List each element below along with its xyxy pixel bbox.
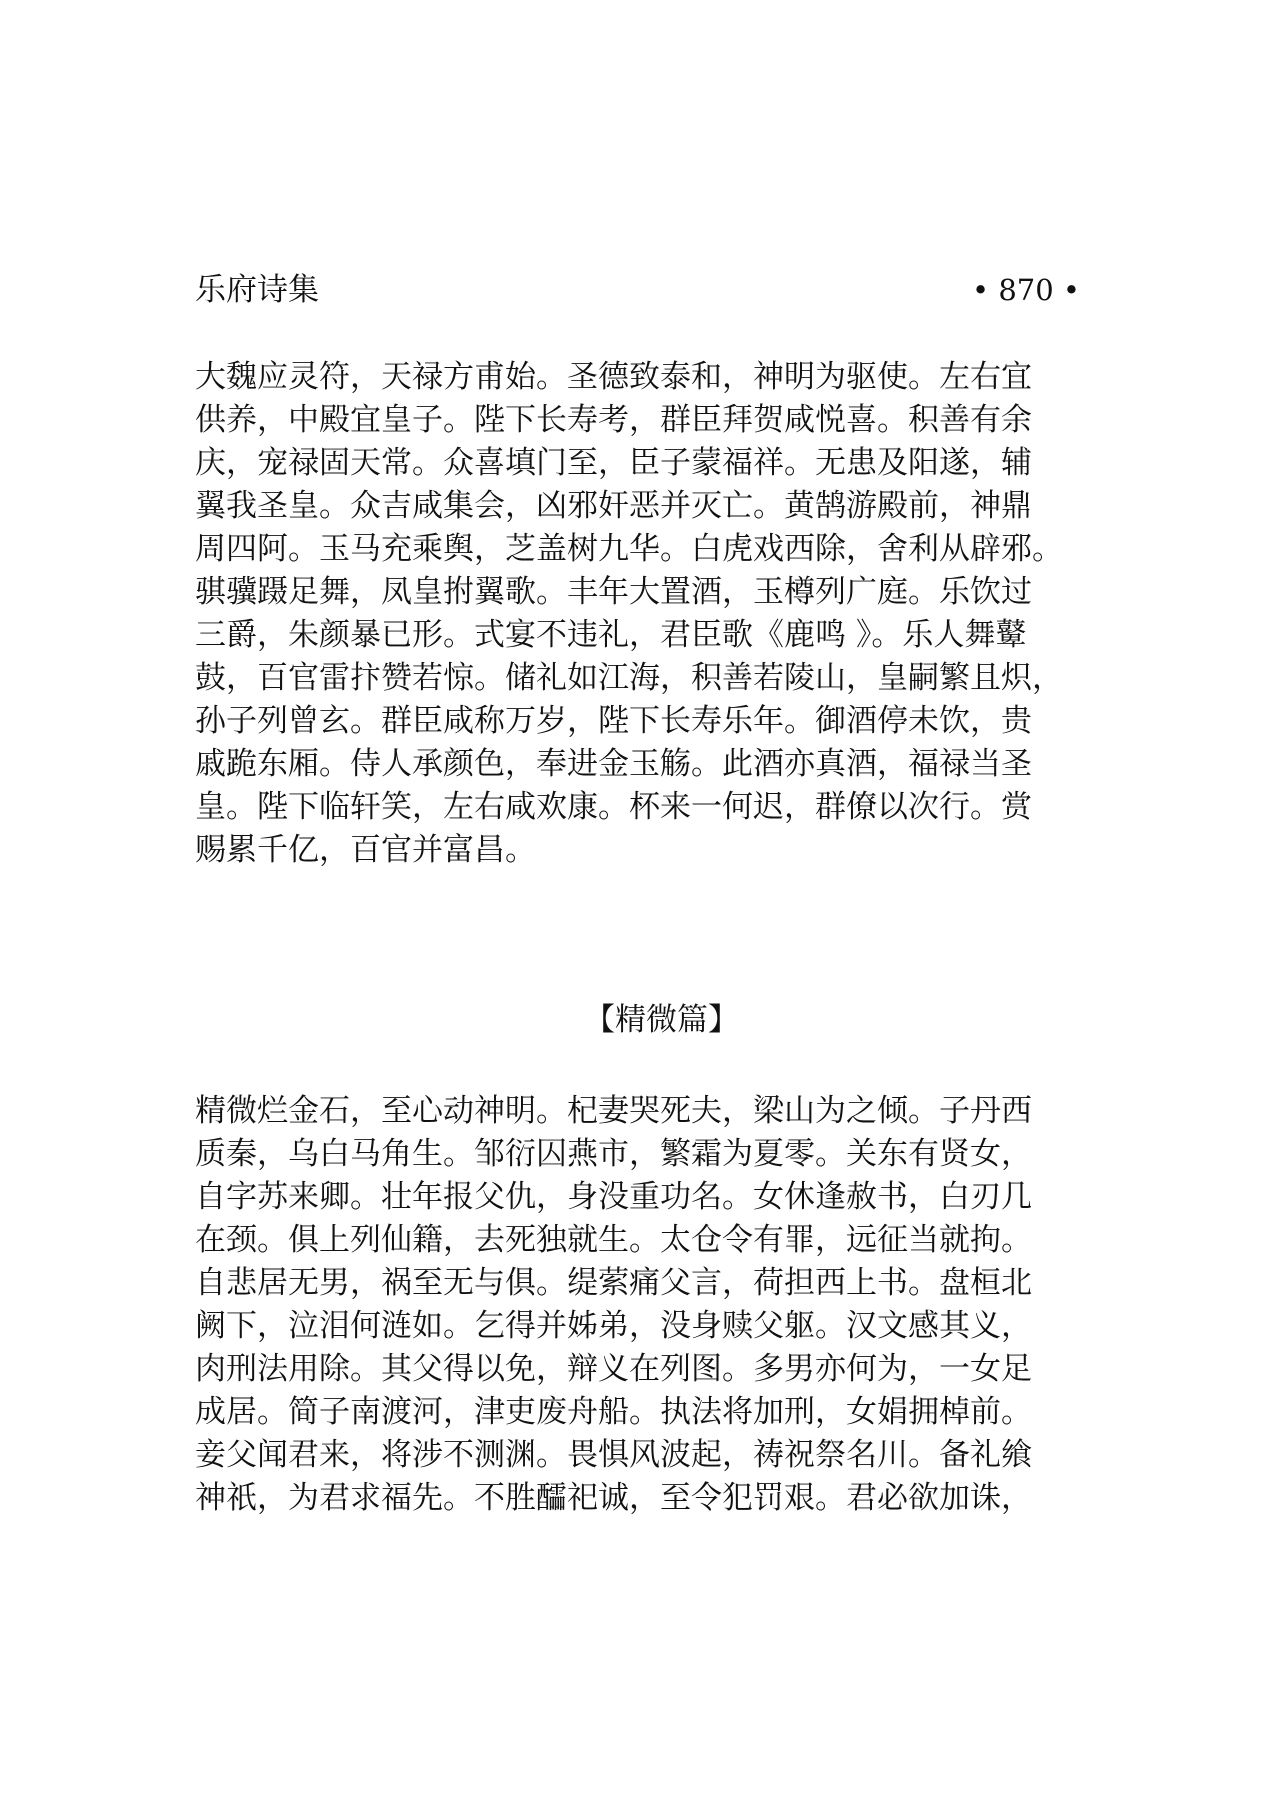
text-line: 皇。陛下临轩笑，左右咸欢康。杯来一何迟，群僚以次行。赏 <box>195 789 1032 825</box>
text-line: 肉刑法用除。其父得以免，辩义在列图。多男亦何为，一女足 <box>195 1351 1032 1387</box>
poem-one-text <box>195 356 1085 872</box>
text-line: 孙子列曾玄。群臣咸称万岁，陛下长寿乐年。御酒停未饮，贵 <box>195 703 1032 739</box>
text-line: 在颈。俱上列仙籍，去死独就生。太仓令有罪，远征当就拘。 <box>195 1222 1032 1258</box>
text-line: 骐骥蹑足舞，凤皇拊翼歌。丰年大置酒，玉樽列广庭。乐饮过 <box>195 574 1032 610</box>
text-line: 精微烂金石，至心动神明。杞妻哭死夫，梁山为之倾。子丹西 <box>195 1093 1032 1129</box>
text-line: 戚跪东厢。侍人承颜色，奉进金玉觞。此酒亦真酒，福禄当圣 <box>195 746 1032 782</box>
text-line: 翼我圣皇。众吉咸集会，凶邪奸恶并灭亡。黄鹄游殿前，神鼎 <box>195 488 1032 524</box>
page-number: • 870 • <box>972 273 1080 307</box>
text-line: 三爵，朱颜暴已形。式宴不违礼，君臣歌《鹿鸣 》。乐人舞鼙 <box>195 617 1027 653</box>
book-title: 乐府诗集 <box>195 272 319 308</box>
text-line: 赐累千亿，百官并富昌。 <box>195 832 536 868</box>
text-line: 妾父闻君来，将涉不测渊。畏惧风波起，祷祝祭名川。备礼飨 <box>195 1437 1032 1473</box>
text-line: 供养，中殿宜皇子。陛下长寿考，群臣拜贺咸悦喜。积善有余 <box>195 402 1032 438</box>
text-line: 质秦，乌白马角生。邹衍囚燕市，繁霜为夏零。关东有贤女， <box>195 1136 1032 1172</box>
text-line: 周四阿。玉马充乘舆，芝盖树九华。白虎戏西除，舍利从辟邪。 <box>195 531 1063 567</box>
text-line: 自字苏来卿。壮年报父仇，身没重功名。女休逢赦书，白刃几 <box>195 1179 1032 1215</box>
text-line: 神祇，为君求福先。不胜醽祀诚，至令犯罚艰。君必欲加诛， <box>195 1480 1032 1516</box>
text-line: 鼓，百官雷抃赞若惊。储礼如江海，积善若陵山，皇嗣繁且炽， <box>195 660 1063 696</box>
text-line: 大魏应灵符，天禄方甫始。圣德致泰和，神明为驱使。左右宜 <box>195 359 1032 395</box>
running-head <box>195 268 1080 312</box>
section-title: 【精微篇】 <box>584 1002 739 1038</box>
poem-two-text <box>195 1090 1085 1520</box>
text-line: 成居。简子南渡河，津吏废舟船。执法将加刑，女娟拥棹前。 <box>195 1394 1032 1430</box>
text-line: 自悲居无男，祸至无与俱。缇萦痛父言，荷担西上书。盘桓北 <box>195 1265 1032 1301</box>
text-line: 庆，宠禄固天常。众喜填门至，臣子蒙福祥。无患及阳遂，辅 <box>195 445 1032 481</box>
text-line: 阙下，泣泪何涟如。乞得并姊弟，没身赎父躯。汉文感其义， <box>195 1308 1032 1344</box>
